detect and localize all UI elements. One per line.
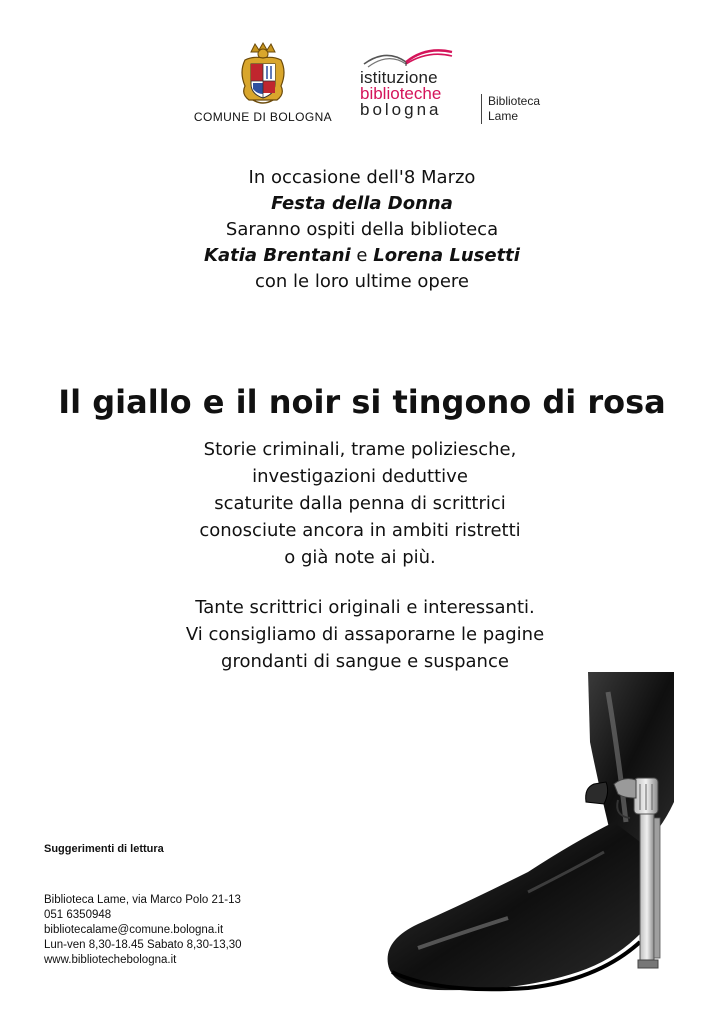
description-line: scaturite dalla penna di scrittrici bbox=[214, 493, 506, 514]
comune-logo bbox=[188, 42, 338, 124]
description-line: Storie criminali, trame poliziesche, bbox=[203, 439, 517, 460]
recommendation-line: grondanti di sangue e suspance bbox=[221, 651, 509, 672]
recommendation-line: Vi consigliamo di assaporarne le pagine bbox=[185, 624, 545, 645]
event-title: Il giallo e il noir si tingono di rosa bbox=[58, 383, 666, 421]
logo-text-bologna: bologna bbox=[360, 100, 442, 119]
author-1: Katia Brentani bbox=[204, 245, 351, 266]
contact-phone: 051 6350948 bbox=[44, 909, 112, 921]
festa-della-donna: Festa della Donna bbox=[271, 193, 453, 214]
description-line: o già note ai più. bbox=[284, 547, 436, 568]
branch-line-2: Lame bbox=[488, 109, 519, 123]
contact-hours: Lun-ven 8,30-18.45 Sabato 8,30-13,30 bbox=[44, 939, 242, 951]
comune-name: COMUNE DI BOLOGNA bbox=[193, 110, 333, 124]
library-contacts bbox=[44, 893, 242, 968]
contact-website: www.bibliotechebologna.it bbox=[44, 954, 177, 966]
intro-line-1: In occasione dell'8 Marzo bbox=[248, 167, 476, 188]
author-conjunction: e bbox=[350, 245, 374, 266]
description-line: conosciute ancora in ambiti ristretti bbox=[199, 520, 521, 541]
description-block bbox=[120, 436, 600, 571]
intro-line-5: con le loro ultime opere bbox=[255, 271, 469, 292]
recommendation-line: Tante scrittrici originali e interessanti. bbox=[195, 597, 535, 618]
authors-line bbox=[0, 243, 724, 269]
logo-text-istituzione: istituzione bbox=[360, 68, 438, 87]
intro-line-3: Saranno ospiti della biblioteca bbox=[225, 219, 499, 240]
contact-address: Biblioteca Lame, via Marco Polo 21-13 bbox=[44, 894, 241, 906]
contact-email: bibliotecalame@comune.bologna.it bbox=[44, 924, 224, 936]
reading-suggestions-heading: Suggerimenti di lettura bbox=[44, 843, 164, 855]
high-heel-revolver-image bbox=[378, 672, 674, 1008]
branch-label bbox=[481, 94, 540, 124]
intro-block bbox=[0, 165, 724, 295]
branch-line-1: Biblioteca bbox=[488, 94, 541, 108]
open-book-icon bbox=[360, 42, 456, 70]
logo-text-biblioteche: biblioteche bbox=[360, 84, 442, 103]
recommendation-block bbox=[120, 594, 610, 675]
author-2: Lorena Lusetti bbox=[373, 245, 520, 266]
istituzione-biblioteche-logo bbox=[360, 42, 460, 118]
description-line: investigazioni deduttive bbox=[252, 466, 468, 487]
crest-icon bbox=[237, 42, 289, 108]
